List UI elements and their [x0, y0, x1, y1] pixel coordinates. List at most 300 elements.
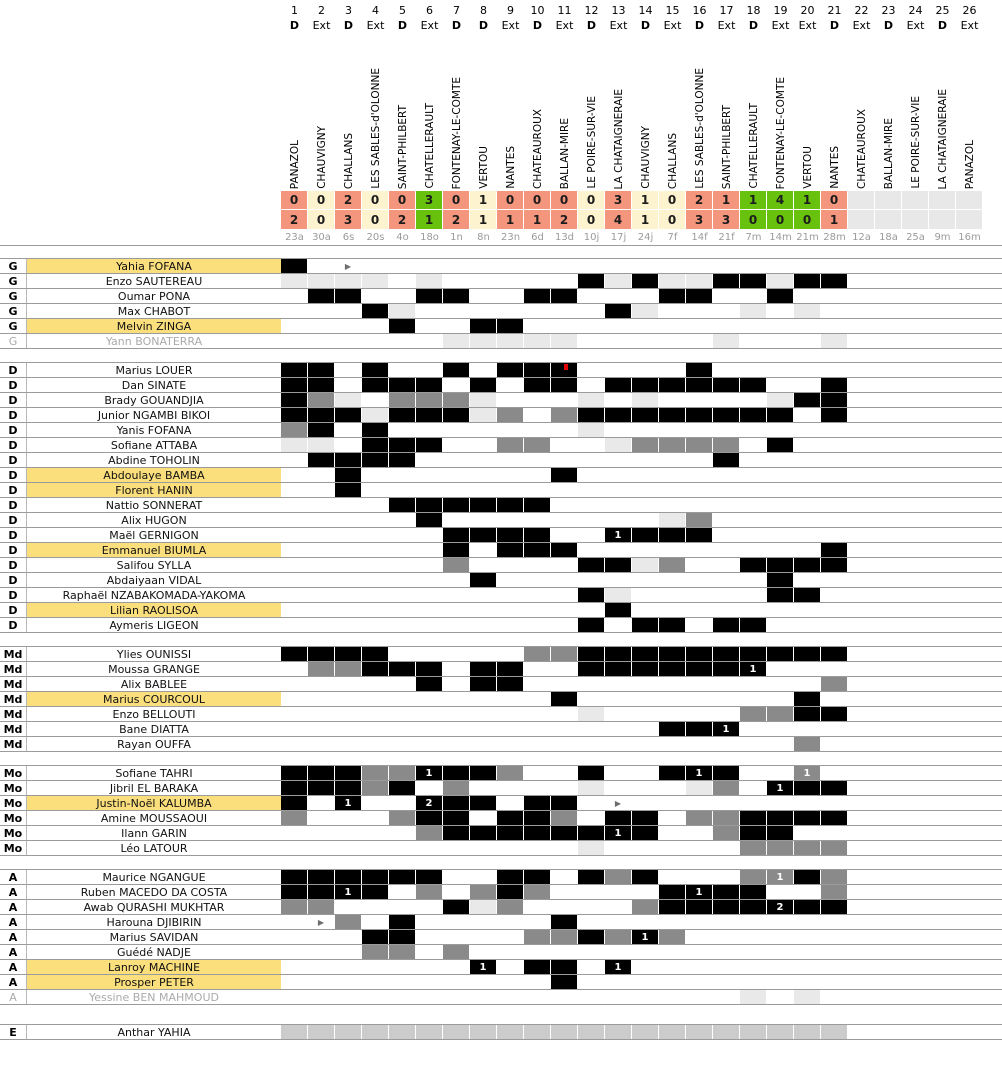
match-cell[interactable] — [605, 483, 632, 497]
score-for-cell[interactable]: 1 — [740, 191, 767, 209]
match-cell[interactable] — [416, 259, 443, 273]
match-cell[interactable] — [308, 528, 335, 542]
match-cell[interactable] — [767, 737, 794, 751]
match-cell[interactable] — [362, 870, 389, 884]
match-cell[interactable] — [848, 408, 875, 422]
match-cell[interactable] — [524, 304, 551, 318]
match-cell[interactable] — [281, 408, 308, 422]
match-cell[interactable] — [281, 811, 308, 825]
match-cell[interactable] — [848, 588, 875, 602]
match-cell[interactable] — [929, 781, 956, 795]
match-cell[interactable] — [740, 513, 767, 527]
match-cell[interactable] — [335, 378, 362, 392]
match-cell[interactable] — [686, 826, 713, 840]
match-cell[interactable] — [767, 603, 794, 617]
match-cell[interactable] — [578, 811, 605, 825]
match-cell[interactable] — [875, 588, 902, 602]
match-cell[interactable] — [416, 662, 443, 676]
match-cell[interactable] — [794, 662, 821, 676]
match-cell[interactable] — [524, 259, 551, 273]
match-cell[interactable] — [335, 900, 362, 914]
match-cell[interactable] — [929, 975, 956, 989]
score-against-cell[interactable]: 0 — [794, 210, 821, 229]
match-cell[interactable] — [362, 930, 389, 944]
match-cell[interactable] — [767, 707, 794, 721]
match-cell[interactable] — [497, 393, 524, 407]
match-cell[interactable] — [551, 453, 578, 467]
match-cell[interactable] — [956, 841, 983, 855]
match-cell[interactable] — [686, 304, 713, 318]
match-cell[interactable] — [362, 781, 389, 795]
match-cell[interactable] — [902, 438, 929, 452]
match-cell[interactable] — [848, 289, 875, 303]
match-cell[interactable] — [875, 573, 902, 587]
match-cell[interactable] — [578, 766, 605, 780]
match-cell[interactable] — [821, 841, 848, 855]
match-cell[interactable] — [740, 796, 767, 810]
match-cell[interactable] — [902, 960, 929, 974]
match-cell[interactable] — [578, 1025, 605, 1039]
score-for-cell[interactable] — [875, 191, 902, 209]
match-cell[interactable] — [821, 930, 848, 944]
match-cell[interactable] — [875, 618, 902, 632]
match-cell[interactable] — [416, 1025, 443, 1039]
match-cell[interactable] — [578, 870, 605, 884]
match-cell[interactable] — [875, 870, 902, 884]
match-cell[interactable] — [443, 677, 470, 691]
match-cell[interactable] — [281, 885, 308, 899]
match-cell[interactable] — [389, 483, 416, 497]
match-cell[interactable] — [929, 930, 956, 944]
match-cell[interactable] — [578, 289, 605, 303]
match-cell[interactable] — [713, 513, 740, 527]
match-cell[interactable] — [821, 319, 848, 333]
match-cell[interactable] — [605, 363, 632, 377]
match-cell[interactable] — [605, 513, 632, 527]
match-cell[interactable] — [281, 975, 308, 989]
match-cell[interactable] — [821, 393, 848, 407]
score-for-cell[interactable]: 0 — [362, 191, 389, 209]
match-cell[interactable] — [281, 274, 308, 288]
match-cell[interactable] — [443, 603, 470, 617]
match-cell[interactable] — [362, 960, 389, 974]
match-cell[interactable] — [929, 662, 956, 676]
match-cell[interactable] — [929, 513, 956, 527]
match-cell[interactable] — [389, 408, 416, 422]
match-cell[interactable] — [713, 423, 740, 437]
match-cell[interactable] — [929, 766, 956, 780]
match-cell[interactable] — [902, 573, 929, 587]
match-cell[interactable] — [335, 737, 362, 751]
player-name[interactable]: Amine MOUSSAOUI — [100, 811, 208, 825]
match-cell[interactable] — [605, 558, 632, 572]
match-cell[interactable] — [281, 737, 308, 751]
match-cell[interactable] — [956, 378, 983, 392]
match-cell[interactable] — [308, 781, 335, 795]
match-cell[interactable] — [470, 468, 497, 482]
match-cell[interactable] — [794, 363, 821, 377]
match-cell[interactable] — [767, 334, 794, 348]
match-cell[interactable] — [443, 274, 470, 288]
match-cell[interactable] — [308, 513, 335, 527]
match-cell[interactable] — [416, 363, 443, 377]
match-cell[interactable] — [605, 647, 632, 661]
match-cell[interactable] — [767, 722, 794, 736]
match-cell[interactable] — [767, 573, 794, 587]
match-cell[interactable] — [821, 453, 848, 467]
match-cell[interactable] — [605, 781, 632, 795]
match-cell[interactable] — [335, 334, 362, 348]
match-cell[interactable] — [362, 945, 389, 959]
match-cell[interactable] — [848, 647, 875, 661]
player-name[interactable]: Moussa GRANGE — [108, 662, 200, 676]
match-cell[interactable] — [848, 603, 875, 617]
match-cell[interactable] — [308, 870, 335, 884]
match-cell[interactable] — [740, 975, 767, 989]
match-cell[interactable] — [497, 558, 524, 572]
match-cell[interactable] — [659, 915, 686, 929]
player-name[interactable]: Maël GERNIGON — [109, 528, 199, 542]
match-cell[interactable] — [578, 498, 605, 512]
match-cell[interactable] — [875, 677, 902, 691]
match-cell-goals[interactable] — [713, 722, 740, 736]
match-cell[interactable] — [524, 1025, 551, 1039]
score-for-cell[interactable]: 0 — [281, 191, 308, 209]
match-cell-goals[interactable] — [335, 885, 362, 899]
score-against-cell[interactable]: 0 — [308, 210, 335, 229]
score-for-cell[interactable]: 1 — [470, 191, 497, 209]
match-cell[interactable] — [929, 945, 956, 959]
match-cell[interactable] — [389, 438, 416, 452]
match-cell[interactable] — [470, 259, 497, 273]
match-cell[interactable] — [767, 945, 794, 959]
match-cell[interactable] — [767, 408, 794, 422]
match-cell[interactable] — [821, 990, 848, 1004]
match-cell[interactable] — [956, 647, 983, 661]
match-cell[interactable] — [902, 483, 929, 497]
player-name[interactable]: Jibril EL BARAKA — [109, 781, 199, 795]
match-cell[interactable] — [308, 483, 335, 497]
match-cell[interactable] — [713, 900, 740, 914]
match-cell[interactable] — [578, 363, 605, 377]
match-cell[interactable] — [308, 393, 335, 407]
score-for-cell[interactable] — [929, 191, 956, 209]
match-cell[interactable] — [308, 662, 335, 676]
match-cell[interactable] — [335, 692, 362, 706]
score-for-cell[interactable]: 0 — [497, 191, 524, 209]
match-cell[interactable] — [416, 990, 443, 1004]
match-cell[interactable] — [524, 930, 551, 944]
match-cell[interactable] — [551, 378, 578, 392]
match-cell[interactable] — [848, 393, 875, 407]
match-cell[interactable] — [929, 707, 956, 721]
match-cell[interactable] — [902, 304, 929, 318]
match-cell[interactable] — [389, 722, 416, 736]
match-cell[interactable] — [524, 363, 551, 377]
match-cell[interactable] — [389, 766, 416, 780]
match-cell[interactable] — [902, 468, 929, 482]
match-cell[interactable] — [389, 573, 416, 587]
match-cell[interactable] — [416, 870, 443, 884]
match-cell[interactable] — [875, 975, 902, 989]
match-cell[interactable] — [686, 1025, 713, 1039]
match-cell[interactable] — [416, 841, 443, 855]
match-cell[interactable] — [902, 766, 929, 780]
match-cell[interactable] — [956, 408, 983, 422]
match-cell[interactable] — [578, 692, 605, 706]
match-cell[interactable] — [740, 483, 767, 497]
match-cell[interactable] — [902, 558, 929, 572]
player-name[interactable]: Marius SAVIDAN — [109, 930, 199, 944]
match-cell[interactable] — [686, 363, 713, 377]
match-cell[interactable] — [281, 826, 308, 840]
match-cell[interactable] — [659, 707, 686, 721]
match-cell[interactable] — [416, 722, 443, 736]
match-cell[interactable] — [308, 423, 335, 437]
match-cell[interactable] — [794, 885, 821, 899]
match-cell[interactable] — [956, 692, 983, 706]
player-name[interactable]: Ilann GARIN — [121, 826, 187, 840]
match-cell[interactable] — [632, 1025, 659, 1039]
match-cell[interactable] — [551, 692, 578, 706]
match-cell[interactable] — [794, 423, 821, 437]
match-cell[interactable] — [335, 573, 362, 587]
match-cell[interactable] — [956, 423, 983, 437]
match-cell[interactable] — [632, 543, 659, 557]
match-cell[interactable] — [740, 393, 767, 407]
match-cell[interactable] — [821, 647, 848, 661]
match-cell[interactable] — [335, 408, 362, 422]
match-cell[interactable] — [632, 870, 659, 884]
match-cell[interactable] — [659, 975, 686, 989]
match-cell[interactable] — [659, 274, 686, 288]
match-cell[interactable] — [875, 259, 902, 273]
match-cell[interactable] — [713, 319, 740, 333]
match-cell[interactable] — [956, 781, 983, 795]
match-cell[interactable] — [848, 274, 875, 288]
match-cell[interactable] — [929, 528, 956, 542]
match-cell[interactable] — [551, 543, 578, 557]
match-cell[interactable] — [956, 528, 983, 542]
match-cell[interactable] — [335, 274, 362, 288]
match-cell[interactable] — [821, 692, 848, 706]
match-cell[interactable] — [524, 573, 551, 587]
match-cell[interactable] — [659, 378, 686, 392]
match-cell[interactable] — [929, 915, 956, 929]
match-cell[interactable] — [335, 393, 362, 407]
match-cell[interactable] — [578, 915, 605, 929]
match-cell[interactable] — [335, 468, 362, 482]
score-against-cell[interactable]: 0 — [362, 210, 389, 229]
match-cell[interactable] — [335, 811, 362, 825]
match-cell[interactable] — [524, 408, 551, 422]
player-name[interactable]: Abdoulaye BAMBA — [27, 468, 281, 482]
match-cell[interactable] — [416, 618, 443, 632]
match-cell[interactable] — [848, 378, 875, 392]
match-cell[interactable] — [470, 990, 497, 1004]
player-name[interactable]: Enzo SAUTEREAU — [105, 274, 203, 288]
match-cell[interactable] — [443, 975, 470, 989]
match-cell[interactable] — [713, 543, 740, 557]
match-cell[interactable] — [551, 483, 578, 497]
match-cell[interactable] — [416, 513, 443, 527]
match-cell[interactable] — [335, 528, 362, 542]
match-cell[interactable] — [362, 915, 389, 929]
match-cell[interactable] — [362, 393, 389, 407]
match-cell[interactable] — [308, 573, 335, 587]
match-cell[interactable] — [551, 513, 578, 527]
match-cell[interactable] — [956, 990, 983, 1004]
player-name[interactable]: Léo LATOUR — [120, 841, 188, 855]
player-name[interactable]: Dan SINATE — [121, 378, 187, 392]
match-cell[interactable] — [605, 468, 632, 482]
match-cell[interactable] — [929, 722, 956, 736]
match-cell[interactable] — [578, 990, 605, 1004]
match-cell[interactable] — [929, 603, 956, 617]
match-cell[interactable] — [632, 618, 659, 632]
match-cell[interactable] — [740, 930, 767, 944]
match-cell[interactable] — [902, 677, 929, 691]
player-name[interactable]: Brady GOUANDJIA — [104, 393, 204, 407]
match-cell[interactable] — [362, 513, 389, 527]
match-cell[interactable] — [686, 930, 713, 944]
match-cell[interactable] — [335, 781, 362, 795]
match-cell[interactable] — [389, 618, 416, 632]
match-cell[interactable] — [308, 543, 335, 557]
match-cell[interactable] — [902, 618, 929, 632]
match-cell[interactable] — [713, 975, 740, 989]
match-cell[interactable] — [551, 915, 578, 929]
match-cell[interactable] — [713, 707, 740, 721]
match-cell[interactable] — [389, 468, 416, 482]
match-cell[interactable] — [605, 945, 632, 959]
match-cell[interactable] — [929, 423, 956, 437]
match-cell[interactable] — [551, 737, 578, 751]
match-cell[interactable] — [281, 573, 308, 587]
match-cell[interactable] — [740, 289, 767, 303]
match-cell[interactable] — [497, 841, 524, 855]
match-cell[interactable] — [497, 573, 524, 587]
match-cell[interactable] — [821, 558, 848, 572]
match-cell[interactable] — [470, 826, 497, 840]
match-cell[interactable] — [443, 737, 470, 751]
match-cell[interactable] — [659, 930, 686, 944]
match-cell[interactable] — [416, 378, 443, 392]
match-cell[interactable] — [524, 781, 551, 795]
score-against-cell[interactable]: 1 — [524, 210, 551, 229]
match-cell[interactable] — [659, 945, 686, 959]
match-cell[interactable] — [821, 573, 848, 587]
match-cell[interactable] — [848, 334, 875, 348]
match-cell[interactable] — [308, 468, 335, 482]
match-cell[interactable] — [659, 573, 686, 587]
match-cell[interactable] — [848, 498, 875, 512]
match-cell[interactable] — [470, 274, 497, 288]
match-cell[interactable] — [902, 945, 929, 959]
match-cell[interactable] — [875, 811, 902, 825]
match-cell[interactable] — [497, 289, 524, 303]
match-cell[interactable] — [929, 841, 956, 855]
match-cell[interactable] — [443, 573, 470, 587]
match-cell[interactable] — [443, 259, 470, 273]
match-cell[interactable] — [929, 811, 956, 825]
match-cell[interactable] — [470, 707, 497, 721]
match-cell[interactable] — [848, 573, 875, 587]
match-cell[interactable] — [281, 662, 308, 676]
match-cell[interactable] — [875, 558, 902, 572]
match-cell[interactable] — [821, 423, 848, 437]
match-cell[interactable] — [551, 781, 578, 795]
match-cell[interactable] — [821, 737, 848, 751]
match-cell[interactable] — [443, 304, 470, 318]
match-cell[interactable] — [902, 1025, 929, 1039]
match-cell[interactable] — [578, 573, 605, 587]
match-cell[interactable] — [713, 781, 740, 795]
match-cell[interactable] — [281, 528, 308, 542]
match-cell[interactable] — [632, 781, 659, 795]
match-cell[interactable] — [551, 498, 578, 512]
match-cell[interactable] — [578, 930, 605, 944]
match-cell[interactable] — [308, 378, 335, 392]
match-cell[interactable] — [821, 975, 848, 989]
match-cell[interactable] — [848, 885, 875, 899]
match-cell[interactable] — [578, 378, 605, 392]
match-cell[interactable] — [389, 885, 416, 899]
match-cell[interactable] — [281, 588, 308, 602]
match-cell[interactable] — [929, 319, 956, 333]
match-cell[interactable] — [794, 259, 821, 273]
match-cell-goals[interactable] — [686, 766, 713, 780]
match-cell[interactable] — [956, 483, 983, 497]
score-for-cell[interactable]: 0 — [659, 191, 686, 209]
match-cell[interactable] — [578, 483, 605, 497]
score-for-cell[interactable]: 1 — [713, 191, 740, 209]
match-cell[interactable] — [578, 558, 605, 572]
match-cell[interactable] — [713, 796, 740, 810]
match-cell[interactable] — [902, 870, 929, 884]
player-name[interactable]: Emmanuel BIUMLA — [27, 543, 281, 557]
match-cell[interactable] — [713, 662, 740, 676]
match-cell[interactable] — [389, 363, 416, 377]
match-cell[interactable] — [524, 960, 551, 974]
match-cell[interactable] — [902, 334, 929, 348]
match-cell[interactable] — [551, 885, 578, 899]
match-cell[interactable] — [389, 423, 416, 437]
match-cell[interactable] — [632, 900, 659, 914]
match-cell[interactable] — [551, 766, 578, 780]
match-cell[interactable] — [335, 915, 362, 929]
match-cell[interactable] — [308, 334, 335, 348]
match-cell[interactable] — [551, 945, 578, 959]
match-cell[interactable] — [416, 900, 443, 914]
match-cell[interactable] — [335, 1025, 362, 1039]
match-cell[interactable] — [902, 528, 929, 542]
match-cell[interactable] — [848, 528, 875, 542]
match-cell[interactable] — [470, 543, 497, 557]
match-cell-sub-marker[interactable] — [308, 915, 335, 929]
match-cell[interactable] — [794, 528, 821, 542]
match-cell[interactable] — [416, 558, 443, 572]
match-cell[interactable] — [335, 603, 362, 617]
match-cell[interactable] — [362, 588, 389, 602]
match-cell[interactable] — [497, 1025, 524, 1039]
match-cell[interactable] — [335, 438, 362, 452]
match-cell[interactable] — [389, 289, 416, 303]
match-cell[interactable] — [308, 647, 335, 661]
match-cell[interactable] — [659, 662, 686, 676]
match-cell[interactable] — [740, 618, 767, 632]
match-cell[interactable] — [902, 319, 929, 333]
